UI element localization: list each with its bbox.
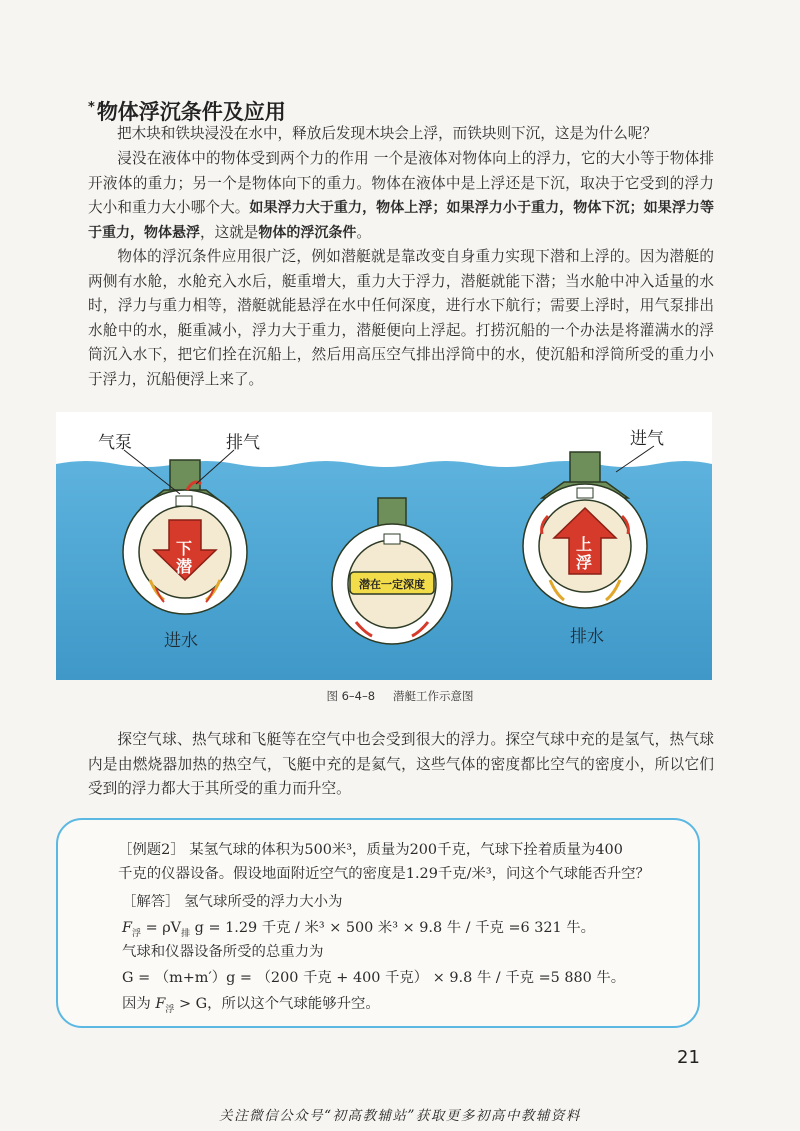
section-title: 物体浮沉条件及应用 [96,100,286,124]
paragraph-2-mid: ，这就是 [200,223,259,241]
example-question-line-1 [118,838,678,862]
paragraph-1-text: 把木块和铁块浸没在水中，释放后发现木块会上浮，而铁块则下沉，这是为什么呢？ [117,125,657,142]
conclusion-pre: 因为 [122,996,156,1012]
conclusion-line [122,992,682,1022]
formula-1-subscript: 排 [181,928,191,939]
conclusion-force-symbol: F [155,996,166,1012]
rise-label-1: 上 [576,535,593,554]
submarine-figure [56,412,712,680]
example-tag: ［例题2］ [118,842,185,858]
paragraph-2 [88,147,714,245]
paragraph-4 [88,728,714,802]
paragraph-3 [88,245,714,393]
example-question-2: 千克的仪器设备。假设地面附近空气的密度是1.29千克/米³，问这个气球能否升空？ [118,866,650,882]
paragraph-1 [88,122,714,147]
gravity-formula [122,966,682,990]
answer-line-2 [122,940,682,964]
figure-caption-text: 潜艇工作示意图 [393,689,474,703]
paragraph-3-text: 物体的浮沉条件应用很广泛，例如潜艇就是靠改变自身重力实现下潜和上浮的。因为潜艇的两侧有水舱，水舱充入水后，艇重增大，重力大于浮力，潜艇就能下潜；当水舱中冲入适量的水时，浮力与重力相等，潜艇就能悬浮在水中任何深度，进行水下航行；需要上浮时，用气泵排出水舱中的水，艇重减小，浮力大于重力，潜艇便向上浮起。打捞沉船的一个办法是将灌满水的浮筒沉入水下，把它们拴在沉船上，然后用高压空气排出浮筒中的水，使沉船和浮筒所受的重力小于浮力，沉船便浮上来了。 [88,248,714,388]
suspend-label: 潜在一定深度 [359,578,425,591]
paragraph-4-text: 探空气球、热气球和飞艇等在空气中也会受到很大的浮力。探空气球中充的是氢气，热气球内是由燃烧器加热的热空气，飞艇中充的是氦气，这些气体的密度都比空气的密度小，所以它们受到的浮力都大于其所受的重力而升空。 [88,731,714,798]
dive-label-1: 下 [176,539,193,558]
paragraph-2-end: 。 [356,223,371,241]
page-number: 21 [677,1047,700,1068]
paragraph-2-text: 浸没在液体中的物体受到两个力的作用 一个是液体对物体向上的浮力，它的大小等于物体排开液体的重力；另一个是物体向下的重力。物体在液体中是上浮还是下沉，取决于它受到的浮力大小和重力大小哪个大。 [88,150,714,217]
answer-line-1 [122,890,682,914]
figure-caption [0,688,800,704]
figure-number: 图 6–4–8 [326,689,376,703]
dive-label-2: 潜 [176,557,193,576]
force-subscript: 浮 [132,928,142,939]
water-in-label: 进水 [164,631,198,651]
example-box [56,818,700,1028]
optional-star-mark: * [88,100,95,115]
conclusion-post: > G，所以这个气球能够升空。 [174,996,380,1012]
formula-1-eq: = ρV [141,920,182,936]
submarine-diagram [56,412,712,680]
example-question-line-2 [118,862,678,886]
intake-air-label: 进气 [630,429,664,449]
formula-1-rest: g = 1.29 千克 / 米³ × 500 米³ × 9.8 牛 / 千克 =6 321 牛。 [190,920,596,936]
float-sink-rule: 如果浮力大于重力，物体上浮；如果浮力小于重力，物体下沉；如果浮力等于重力，物体悬浮 [88,200,714,241]
float-sink-condition-term: 物体的浮沉条件 [258,224,357,241]
force-symbol: F [122,920,132,936]
air-pump-label: 气泵 [98,433,132,453]
rise-label-2: 浮 [576,553,593,572]
answer-text-2: 气球和仪器设备所受的总重力为 [122,944,324,960]
answer-tag: ［解答］ [122,894,180,910]
exhaust-label: 排气 [226,433,260,453]
answer-text-1: 氢气球所受的浮力大小为 [184,894,343,910]
footer-note: 关注微信公众号“初高教辅站”获取更多初高中教辅资料 [219,1108,581,1124]
example-question-1: 某氢气球的体积为500米³，质量为200千克，气球下拴着质量为400 [189,842,623,858]
formula-2: G = （m+m′）g = （200 千克 + 400 千克） × 9.8 牛 / 千克 =5 880 牛。 [122,970,626,986]
conclusion-force-subscript: 浮 [165,1004,175,1015]
water-out-label: 排水 [570,627,604,647]
